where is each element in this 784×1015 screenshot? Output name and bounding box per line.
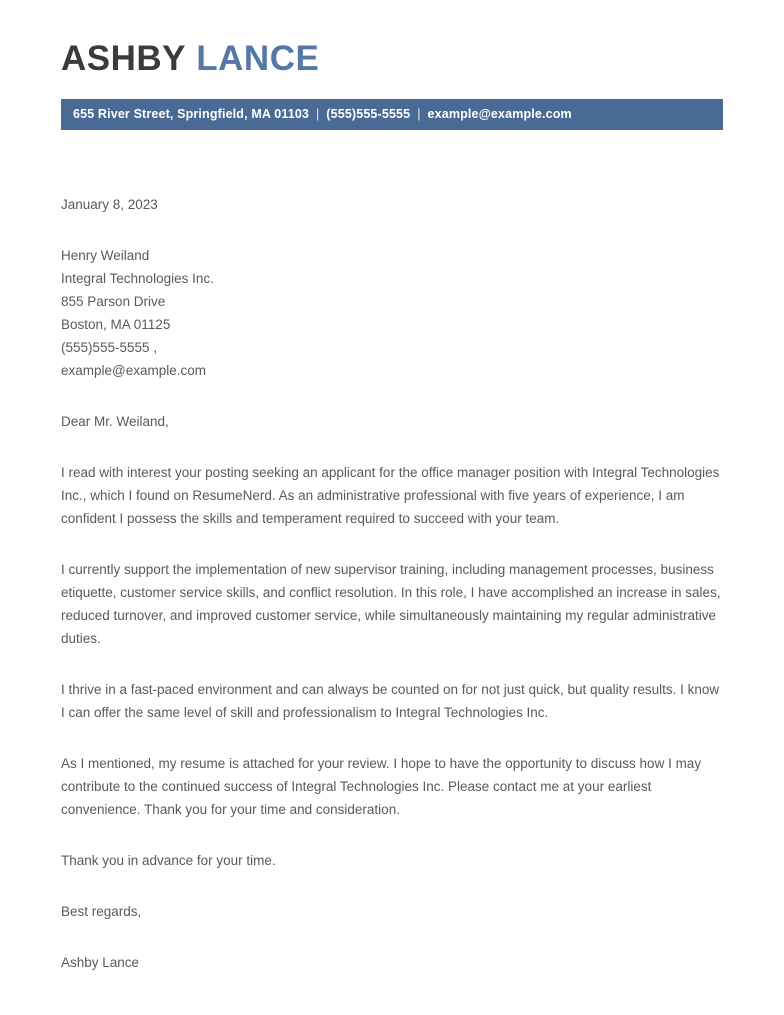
signature-name: Ashby Lance xyxy=(61,954,140,970)
recipient-street: 855 Parson Drive xyxy=(61,293,166,309)
contact-separator-2: | xyxy=(417,107,421,121)
letterhead-header xyxy=(0,0,784,79)
salutation: Dear Mr. Weiland, xyxy=(61,413,169,429)
body-paragraph-4: As I mentioned, my resume is attached for your review. I hope to have the opportunity to discuss how I may contribute to the continued success of Integral Technologies Inc. Please contact me at your earliest convenience. Thank you for your time and consideration. xyxy=(61,755,702,817)
recipient-block xyxy=(61,244,723,382)
recipient-name: Henry Weiland xyxy=(61,247,150,263)
page-title xyxy=(61,40,723,79)
sign-off: Best regards, xyxy=(61,903,142,919)
body-paragraph-3: I thrive in a fast-paced environment and can always be counted on for not just quick, but quality results. I know I can offer the same level of skill and professionalism to Integral Technologies Inc. xyxy=(61,681,720,720)
contact-phone: (555)555-5555 xyxy=(326,107,411,121)
first-name: ASHBY xyxy=(61,39,187,78)
recipient-company: Integral Technologies Inc. xyxy=(61,270,214,286)
body-paragraph-2: I currently support the implementation of new supervisor training, including management processes, business etiquette, customer service skills, and conflict resolution. In this role, I have accomplished an increase in sales, reduced turnover, and improved customer service, while simultaneously maintaining my regular administrative duties. xyxy=(61,561,721,646)
recipient-phone: (555)555-5555 , xyxy=(61,339,158,355)
letter-date: January 8, 2023 xyxy=(61,196,158,212)
contact-info-bar xyxy=(61,99,723,130)
recipient-email: example@example.com xyxy=(61,362,207,378)
last-name: LANCE xyxy=(196,39,320,78)
contact-address: 655 River Street, Springfield, MA 01103 xyxy=(73,107,310,121)
letter-body xyxy=(0,193,784,974)
recipient-city-state-zip: Boston, MA 01125 xyxy=(61,316,171,332)
contact-separator-1: | xyxy=(316,107,320,121)
body-paragraph-1: I read with interest your posting seeking an applicant for the office manager position with Integral Technologies Inc., which I found on ResumeNerd. As an administrative professional with five years of experience, I am confident I possess the skills and temperament required to succeed with your team. xyxy=(61,464,720,526)
contact-email: example@example.com xyxy=(427,107,572,121)
thank-you-line: Thank you in advance for your time. xyxy=(61,852,276,868)
